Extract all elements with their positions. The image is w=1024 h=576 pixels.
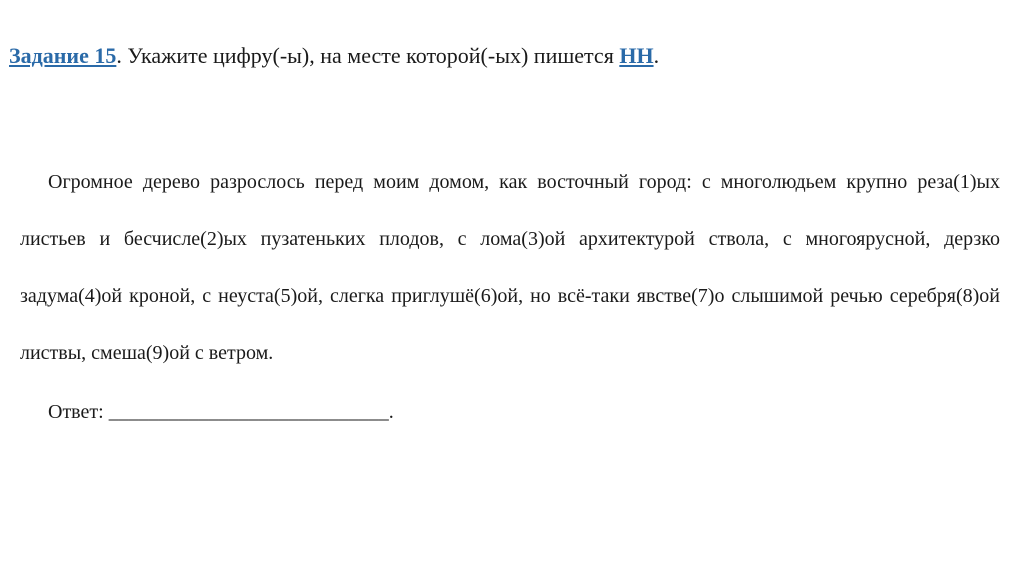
task-instruction: Укажите цифру(-ы), на месте которой(-ых) пишется: [121, 43, 620, 68]
answer-blank: ____________________________: [108, 401, 389, 423]
task-text-paragraph: Огромное дерево разрослось перед моим домом, как восточный город: с многолюдьем крупно реза(1)ых листьев и бесчисле(2)ых пузатеньких плодов, с лома(3)ой архитектурой ствола, с многоярусной, дерзко задума(4)ой кроной, с неуста(5)ой, слегка приглушё(6)ой, но всё-таки явстве(7)о слышимой речью серебря(8)ой листвы, смеша(9)ой с ветром.: [20, 171, 1000, 364]
nn-link[interactable]: НН: [619, 43, 654, 68]
answer-end: .: [388, 401, 394, 423]
task-header: [9, 40, 1009, 72]
task-number-link[interactable]: Задание 15: [9, 43, 117, 68]
task-period: .: [116, 43, 122, 68]
answer-label: Ответ:: [48, 401, 109, 423]
task-end-period: .: [653, 43, 660, 68]
answer-line: [48, 396, 394, 428]
